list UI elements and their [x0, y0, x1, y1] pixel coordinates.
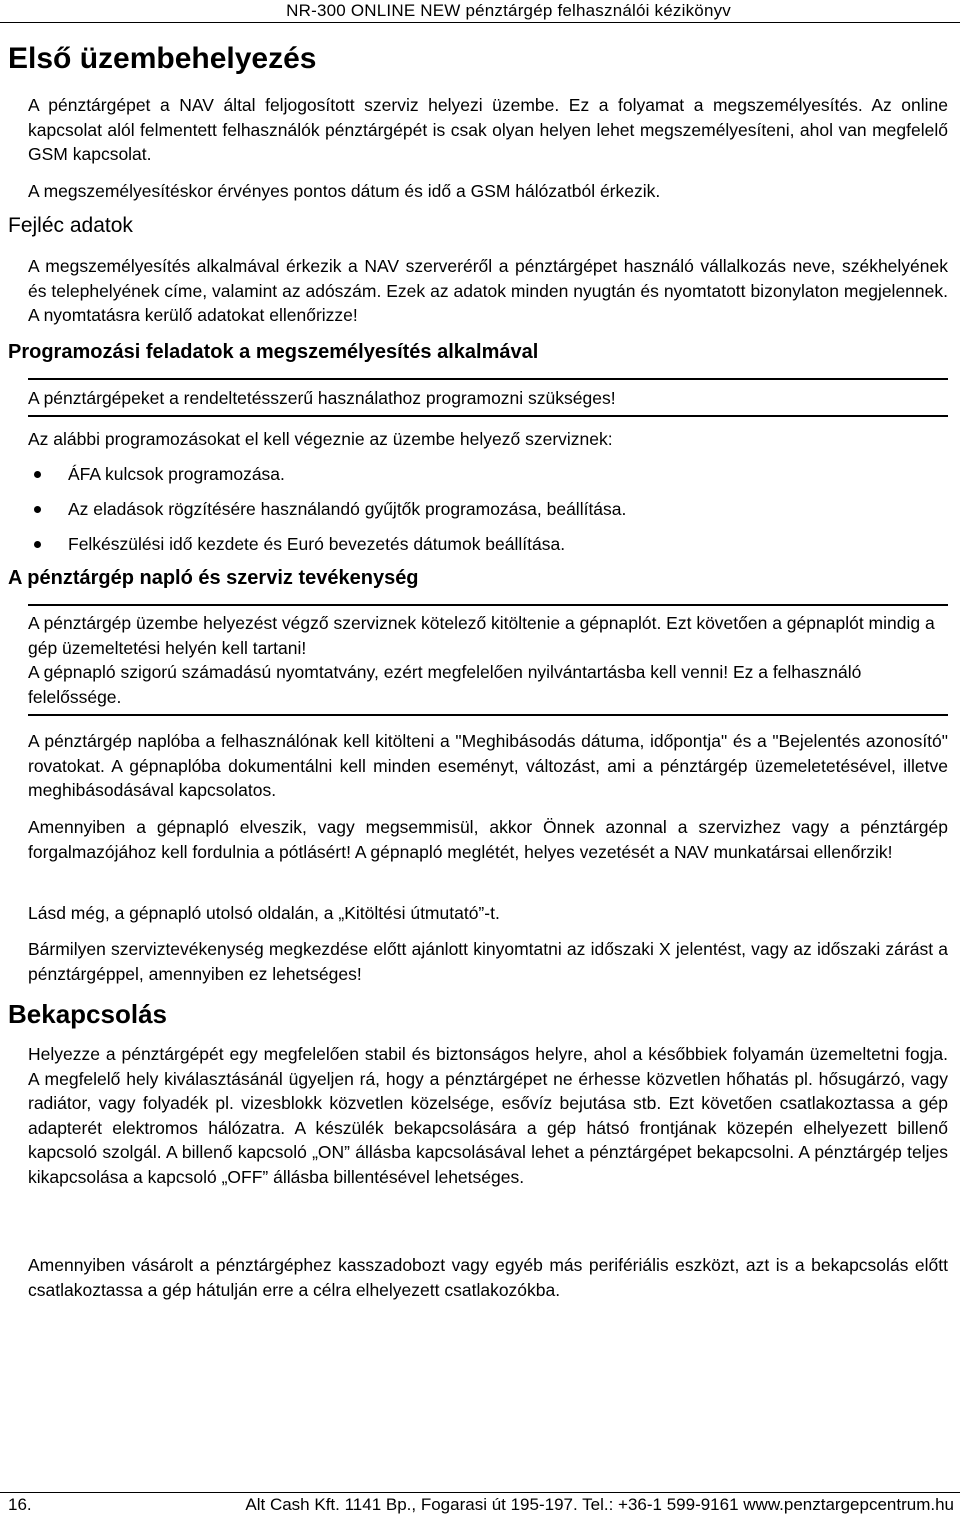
section-title-first-setup: Első üzembehelyezés	[8, 42, 317, 75]
log-paragraph-3: Amennyiben a gépnapló elveszik, vagy megsemmisül, akkor Önnek azonnal a szervizhez vagy a pénztárgép forgalmazójához kell fordulnia a pótlásért! A gépnapló meglétét, helyes vezetését a NAV munkatársai ellenőrzik!	[28, 817, 948, 862]
log-paragraph-5: Bármilyen szerviztevékenység megkezdése előtt ajánlott kinyomtatni az időszaki X jelentést, vagy az időszaki zárást a pénztárgéppel, amennyiben ez lehetséges!	[28, 939, 948, 984]
log-paragraph-4: Lásd még, a gépnapló utolsó oldalán, a „Kitöltési útmutató”-t.	[28, 903, 500, 923]
power-on-paragraph-2: Amennyiben vásárolt a pénztárgéphez kasszadobozt vagy egyéb más perifériális eszközt, azt is a bekapcsolás előtt csatlakoztassa a gép hátulján erre a célra elhelyezett csatlakozókba.	[28, 1255, 948, 1300]
list-item-text: Felkészülési idő kezdete és Euró bevezetés dátumok beállítása.	[68, 534, 566, 554]
list-item	[30, 497, 626, 532]
running-title: NR-300 ONLINE NEW pénztárgép felhasználói kézikönyv	[286, 1, 731, 20]
company-contact: Alt Cash Kft. 1141 Bp., Fogarasi út 195-197. Tel.: +36-1 599-9161 www.penztargepcentrum.hu	[245, 1495, 954, 1514]
log-paragraph-1a: A pénztárgép üzembe helyezést végző szerviznek kötelező kitöltenie a gépnaplót. Ezt követően a gépnaplót mindig a gép üzemeltetési helyén kell tartani!	[28, 613, 935, 658]
bullet-icon	[34, 541, 41, 548]
first-setup-paragraph-2: A megszemélyesítéskor érvényes pontos dátum és idő a GSM hálózatból érkezik.	[28, 181, 661, 201]
section-title-header-data: Fejléc adatok	[8, 214, 133, 237]
programming-paragraph-1: A pénztárgépeket a rendeltetésszerű használathoz programozni szükséges!	[28, 388, 616, 408]
section-rule	[28, 378, 948, 380]
running-header	[0, 0, 960, 23]
section-rule	[28, 415, 948, 417]
section-rule	[28, 714, 948, 716]
power-on-paragraph-1: Helyezze a pénztárgépét egy megfelelően stabil és biztonságos helyre, ahol a későbbiek folyamán üzemeltetni fogja. A megfelelő hely kiválasztásánál ügyeljen rá, hogy a pénztárgépet ne érhesse közvetlen hőhatás pl. hősugárzó, vagy radiátor, vagy folyadék pl. vizesblokk közvetlen közelsége, esővíz bejutása stb. Ezt követően csatlakoztassa a gép adapterét elektromos hálózatra. A készülék bekapcsolására a gép hátsó frontjának közepén elhelyezett billenő kapcsoló szolgál. A billenő kapcsoló „ON” állásba kapcsolásával lehet a pénztárgépet bekapcsolni. A pénztárgép teljes kikapcsolása a kapcsoló „OFF” állásba billentésével lehetséges.	[28, 1044, 948, 1187]
programming-paragraph-2: Az alábbi programozásokat el kell végeznie az üzembe helyező szerviznek:	[28, 429, 613, 449]
header-data-paragraph: A megszemélyesítés alkalmával érkezik a NAV szerveréről a pénztárgépet használó vállalkozás neve, székhelyének és telephelyének címe, valamint az adószám. Ezek az adatok minden nyugtán és nyomtatott bizonylaton megjelennek. A nyomtatásra kerülő adatokat ellenőrizze!	[28, 256, 948, 326]
bullet-icon	[34, 471, 41, 478]
section-title-power-on: Bekapcsolás	[8, 999, 167, 1029]
section-title-log: A pénztárgép napló és szerviz tevékenység	[8, 567, 419, 589]
section-rule	[28, 604, 948, 606]
log-paragraph-1b: A gépnapló szigorú számadású nyomtatvány, ezért megfelelően nyilvántartásba kell venni! Ez a felhasználó felelőssége.	[28, 662, 862, 707]
page-number: 16.	[8, 1495, 32, 1514]
programming-task-list	[30, 462, 626, 567]
bullet-icon	[34, 506, 41, 513]
list-item	[30, 462, 626, 497]
section-title-programming: Programozási feladatok a megszemélyesítés alkalmával	[8, 341, 539, 363]
list-item	[30, 532, 626, 567]
list-item-text: Az eladások rögzítésére használandó gyűjtők programozása, beállítása.	[68, 499, 627, 519]
page-footer	[0, 1492, 960, 1517]
log-paragraph-2: A pénztárgép naplóba a felhasználónak kell kitölteni a "Meghibásodás dátuma, időpontja" és a "Bejelentés azonosító" rovatokat. A gépnaplóba dokumentálni kell minden eseményt, változást, ami a pénztárgép üzemeletetésével, illetve meghibásodásával kapcsolatos.	[28, 731, 948, 801]
first-setup-paragraph-1: A pénztárgépet a NAV által feljogosított szerviz helyezi üzembe. Ez a folyamat a megszemélyesítés. Az online kapcsolat alól felmentett felhasználók pénztárgépét is csak olyan helyen lehet megszemélyesíteni, ahol van megfelelő GSM kapcsolat.	[28, 95, 948, 165]
list-item-text: ÁFA kulcsok programozása.	[68, 464, 285, 484]
